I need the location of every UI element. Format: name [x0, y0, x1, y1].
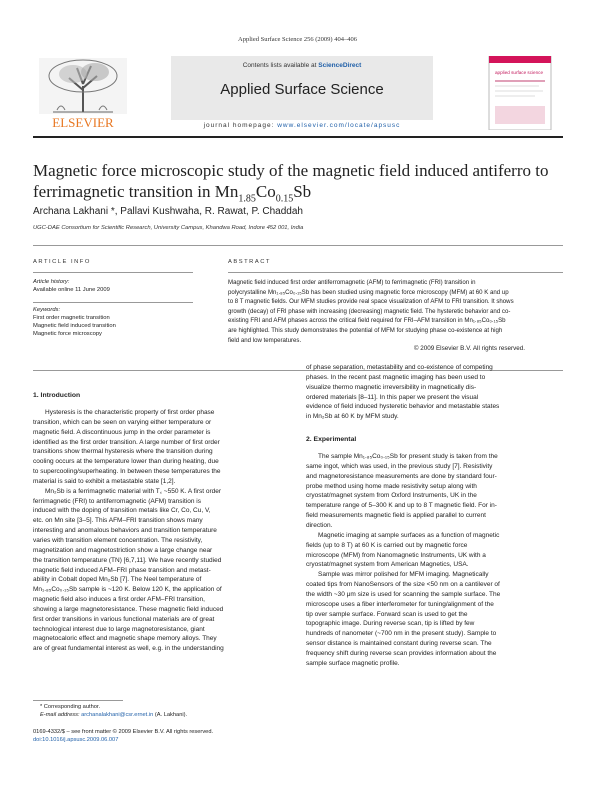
sciencedirect-link[interactable]: ScienceDirect: [318, 62, 362, 69]
banner-rule: [33, 136, 563, 138]
text-line: coated tips from NanoSensors of the size <50 nm on a cantilever of: [306, 581, 500, 589]
history-value: Available online 11 June 2009: [33, 287, 110, 293]
text-line: Mn₁.₈₅Co₀.₁₅Sb sample is ~120 K. Below 120 K, the application of: [33, 586, 222, 594]
text-line: magnetocaloric effect and magnetic shape memory alloys. They: [33, 635, 217, 643]
text-line: evidence of field induced hysteretic behavior and metastable states: [306, 403, 500, 411]
text-line: sensor distance is maintained constant during reverse scan. The: [306, 640, 492, 648]
text-line: transitions show thermal hysteresis where the transition during: [33, 448, 213, 456]
email-note: E-mail address: archanalakhani@csr.ernet.in (A. Lakhani).: [40, 711, 188, 718]
text-line: induced with the doping of transition metals like Cr, Co, Cu, V,: [33, 507, 211, 515]
abstract-line: are highlighted. This study demonstrates the potential of MFM for studying phase co-existence at high: [228, 326, 503, 334]
email-link[interactable]: archanalakhani@csr.ernet.in: [81, 711, 154, 718]
footnote-publication: [33, 729, 333, 744]
abstract-line: Magnetic field induced first order antiferromagnetic (AFM) to ferrimagnetic (FRI) transition in: [228, 279, 476, 286]
text-line: field measurements magnetic field is applied parallel to current: [306, 512, 486, 520]
text-line: magnetic field induced AFM–FRI phase transition and metast-: [33, 566, 211, 574]
corresponding-author-note: * Corresponding author.: [40, 704, 101, 710]
article-history: [33, 278, 193, 294]
footnote-corresponding: [40, 704, 290, 719]
text-line: microscope uses a fiber interferometer for tuning/alignment of the: [306, 600, 494, 608]
text-line: phases. In the recent past magnetic imaging has been used to: [306, 373, 486, 381]
text-line: fields (up to 8 T) at 60 K is carried out by magnetic force: [306, 541, 468, 549]
keyword-item: Magnetic force microscopy: [33, 331, 102, 337]
text-line: Hysteresis is the characteristic property of first order phase: [45, 409, 215, 416]
text-line: probe method using home made resistivity setup along with: [306, 482, 477, 490]
text-line: are of great fundamental interest as well, e.g. in the understanding: [33, 645, 224, 653]
text-line: in Mn₂Sb at 60 K by MFM study.: [306, 413, 399, 421]
text-line: to supercooling/superheating. In between these temperatures the: [33, 468, 221, 476]
elsevier-logo: [33, 56, 133, 130]
journal-banner: [33, 56, 563, 130]
text-line: magnetic field. A discontinuous jump in the order parameter is: [33, 428, 211, 436]
abstract-line: existing FRI and AFM phases across the critical field required for FRI–AFM transition in Mn₁.₈₅Co₀.₁₅Sb: [228, 317, 506, 325]
text-line: ordered materials [8–11]. In this paper we present the visual: [306, 393, 479, 401]
header-divider: [33, 245, 563, 246]
keywords-label: Keywords:: [33, 307, 61, 313]
keywords-block: [33, 306, 193, 338]
text-line: ability in Cobalt doped Mn₂Sb [7]. The Neel temperature of: [33, 576, 202, 584]
text-line: topographic image. During reverse scan, tip is lifted by few: [306, 620, 475, 628]
text-line: ferrimagnetic (FRI) to antiferromagnetic (AFM) transition is: [33, 497, 201, 505]
introduction-continued: [306, 363, 563, 422]
section-heading-experimental: 2. Experimental: [306, 436, 357, 444]
right-column: [306, 363, 563, 669]
article-title: [33, 160, 563, 209]
introduction-body: [33, 408, 288, 654]
text-line: the width ~30 μm size is used for scanning the sample surface. The: [306, 590, 501, 598]
homepage-prefix: journal homepage:: [203, 122, 278, 129]
text-line: cryostat/magnet system from American Magnetics, USA.: [306, 561, 469, 569]
text-line: Sample was mirror polished for MFM imaging. Magnetically: [318, 571, 489, 579]
text-line: etc. on Mn site [3–5]. This AFM–FRI transition shows many: [33, 517, 203, 525]
text-line: identified as the first order transition. A large number of first order: [33, 438, 220, 446]
keyword-item: First order magnetic transition: [33, 315, 110, 321]
author-list: Archana Lakhani *, Pallavi Kushwaha, R. Rawat, P. Chaddah: [33, 206, 303, 217]
text-line: tip over sample surface. Forward scan is used to get the: [306, 610, 468, 618]
article-info-heading: ARTICLE INFO: [33, 259, 91, 265]
banner-center-box: [171, 56, 433, 120]
text-line: of phase separation, metastability and co-existence of competing: [306, 364, 493, 371]
text-line: magnetization and magnetostriction show a large change near: [33, 546, 213, 554]
text-line: same ingot, which was used, in the previous study [7]. Resistivity: [306, 462, 493, 470]
text-line: technological interest due to large magnetoresistance, giant: [33, 625, 205, 633]
text-line: cryostat/magnet system from Oxford Instruments, UK in the: [306, 492, 477, 500]
text-line: cooling occurs at the temperature lower than during heating, due: [33, 458, 219, 466]
text-line: direction.: [306, 521, 333, 529]
text-line: The sample Mn₁.₈₅Co₀.₁₅Sb for present study is taken from the: [318, 453, 498, 461]
history-label: Article history:: [33, 279, 70, 285]
left-column: [33, 392, 288, 654]
abstract-line: growth (decay) of FRI phase with increasing (decreasing) magnetic field. The hysteretic behavior and co-: [228, 307, 511, 315]
text-line: Magnetic imaging at sample surfaces as a function of magnetic: [318, 531, 500, 539]
abstract-line: field and low temperatures.: [228, 336, 302, 344]
text-line: and magnetoresistance measurements are done by standard four-: [306, 472, 497, 480]
text-line: the transition temperature (TN) [6,7,11]. We have recently studied: [33, 556, 222, 564]
keyword-item: Magnetic field induced transition: [33, 323, 116, 329]
info-rule-2: [33, 302, 193, 303]
footnote-rule: [33, 700, 123, 701]
text-line: Mn₂Sb is a ferrimagnetic material with T꜀ ~550 K. A first order: [45, 487, 222, 495]
title-line-2: ferrimagnetic transition in $Mn_{1.85}Co_{0.15}Sb$: [33, 182, 312, 205]
abstract-rule: [228, 272, 563, 273]
text-line: transition, which can be seen on varying either temperature or: [33, 418, 212, 426]
affiliation: UGC-DAE Consortium for Scientific Research, University Campus, Khandwa Road, Indore 452 001, India: [33, 225, 304, 231]
journal-cover: [485, 56, 563, 130]
text-line: microscope (MFM) from Nanomagnetic Instruments, UK with a: [306, 551, 486, 559]
text-line: magnetic field also induces a first order AFM–FRI transition,: [33, 596, 205, 604]
experimental-body: [306, 452, 563, 669]
abstract-text: [228, 278, 525, 345]
text-line: hundreds of nanometer (~700 nm in the present study). Sample to: [306, 630, 497, 638]
text-line: visualize thermo magnetic irreversibility in magnetically dis-: [306, 383, 477, 391]
text-line: varies with transition element concentration. The resistivity,: [33, 536, 203, 544]
issn-line: 0169-4332/$ – see front matter © 2009 Elsevier B.V. All rights reserved.: [33, 729, 214, 735]
contents-line: [171, 62, 433, 69]
text-line: interesting and anomalous behaviors and transition temperature: [33, 527, 217, 535]
text-line: first order transitions in various functional materials are of great: [33, 615, 215, 623]
info-rule: [33, 272, 193, 273]
abstract-line: polycrystalline Mn₁.₈₅Co₀.₁₅Sb has been studied using magnetic force microscopy (MFM) at 60 K and up: [228, 288, 509, 296]
journal-title: Applied Surface Science: [220, 81, 384, 98]
contents-prefix: Contents lists available at: [242, 62, 317, 69]
journal-homepage: [171, 122, 433, 129]
copyright-line: © 2009 Elsevier B.V. All rights reserved.: [413, 345, 525, 352]
text-line: showing a large magnetoresistance. These magnetic field induced: [33, 605, 224, 613]
elsevier-wordmark: ELSEVIER: [52, 115, 114, 130]
title-line-1: Magnetic force microscopic study of the magnetic field induced antiferro to: [33, 161, 549, 180]
section-heading-introduction: 1. Introduction: [33, 392, 81, 399]
text-line: frequency shift during reverse scan provides information about the: [306, 649, 497, 657]
running-header: Applied Surface Science 256 (2009) 404–406: [238, 36, 357, 43]
text-line: temperature range of 5–300 K and up to 8 T magnetic field. For in-: [306, 502, 497, 510]
homepage-link[interactable]: www.elsevier.com/locate/apsusc: [277, 122, 401, 129]
cover-title: applied surface science: [495, 70, 544, 75]
abstract-line: to 8 T magnetic fields. Our MFM studies provide real space visualization of AFM to FRI transition. It shows: [228, 298, 514, 306]
doi-link[interactable]: doi:10.1016/j.apsusc.2009.06.007: [33, 736, 119, 743]
abstract-heading: ABSTRACT: [228, 259, 271, 265]
text-line: material is said to exhibit a metastable state [1,2].: [33, 477, 176, 485]
text-line: sample surface magnetic profile.: [306, 659, 400, 667]
